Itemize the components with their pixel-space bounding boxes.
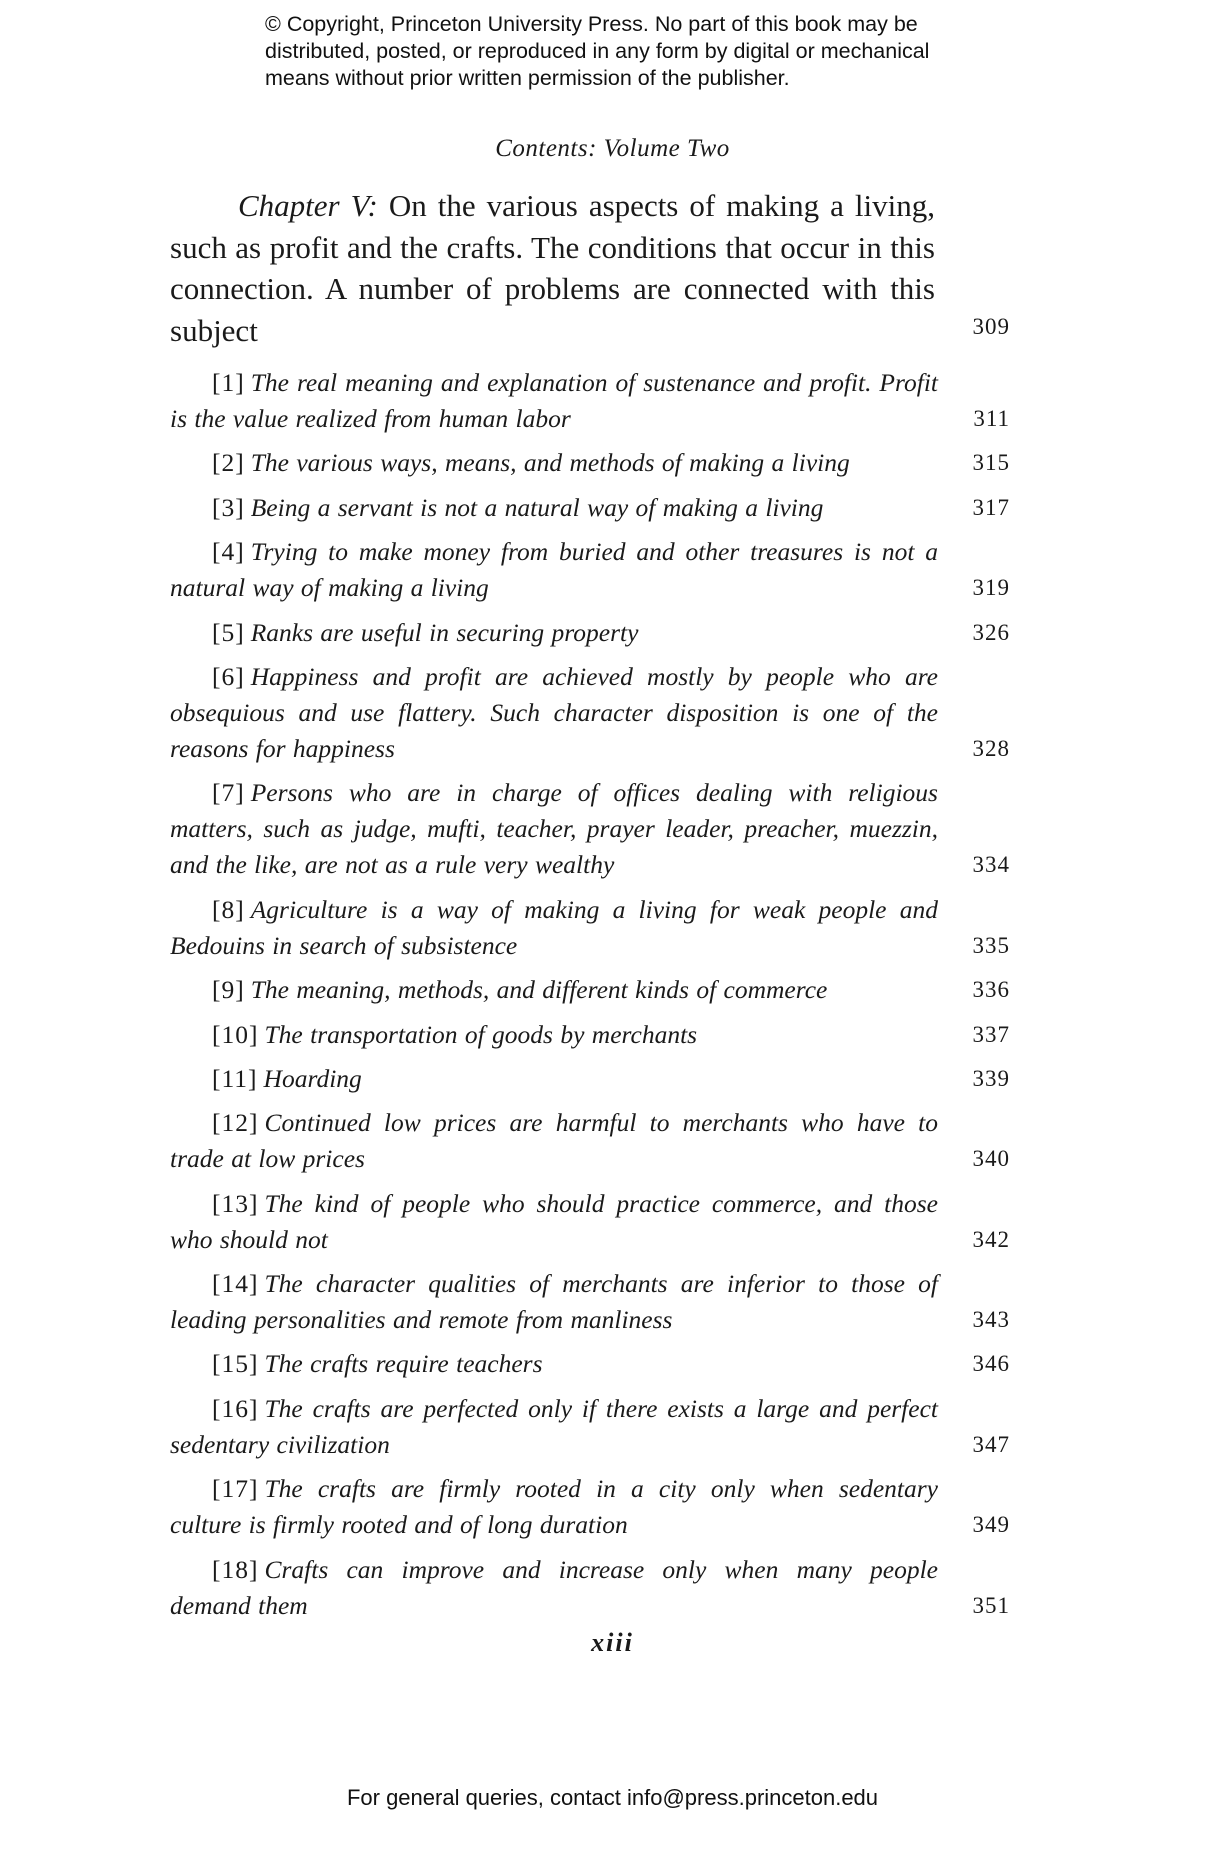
chapter-title: On the various aspects of making a living, such as profit and the crafts. The conditions that occur in this connection. A number of problems are connected with this subject [170,188,936,348]
entry-text [170,1471,938,1543]
entry-text [170,659,938,767]
entry-number: [9] [212,975,245,1005]
entry-number: [6] [212,661,245,691]
entry-title: The transportation of goods by merchants [264,1019,698,1049]
entry-number: [5] [212,617,245,647]
entry-number: [10] [212,1019,259,1049]
entry-number: [17] [212,1474,259,1504]
toc-entry [170,775,1010,883]
entry-title: The crafts require teachers [264,1349,543,1379]
entry-text [170,1346,938,1382]
toc-entry [170,1061,1010,1097]
entry-text [170,892,938,964]
chapter-page-number: 309 [972,313,1010,339]
toc-entry [170,1391,1010,1463]
entry-text [170,365,938,437]
entry-text [170,1186,938,1258]
entry-text [170,615,938,651]
entry-text [170,1266,938,1338]
entry-title: Continued low prices are harmful to merchants who have to trade at low prices [170,1108,938,1174]
toc-entry [170,1186,1010,1258]
entry-number: [11] [212,1063,258,1093]
toc-entry [170,972,1010,1008]
entry-title: The kind of people who should practice commerce, and those who should not [170,1188,938,1254]
chapter-heading [170,185,1010,351]
toc-entry [170,892,1010,964]
entry-number: [7] [212,778,245,808]
entry-title: Ranks are useful in securing property [250,617,639,647]
entry-page-number: 337 [972,1021,1010,1047]
entry-page-number: 340 [972,1146,1010,1172]
toc-entry [170,534,1010,606]
entry-title: The crafts are firmly rooted in a city only when sedentary culture is firmly rooted and of long duration [170,1474,938,1540]
entry-page-number: 319 [972,575,1010,601]
entry-page-number: 334 [972,852,1010,878]
footer-contact: For general queries, contact info@press.princeton.edu [346,1785,879,1810]
entry-page-number: 347 [972,1431,1010,1457]
toc-entry [170,1105,1010,1177]
entry-number: [12] [212,1108,259,1138]
entry-title: The real meaning and explanation of sustenance and profit. Profit is the value realized from human labor [170,368,938,433]
entry-title: The crafts are perfected only if there exists a large and perfect sedentary civilization [170,1393,938,1459]
entry-page-number: 311 [973,406,1010,431]
entry-page-number: 342 [972,1226,1010,1252]
entry-page-number: 326 [972,619,1010,645]
entry-number: [4] [212,537,245,567]
entry-title: Happiness and profit are achieved mostly by people who are obsequious and use flattery. Such character disposition is one of the reasons for happiness [170,661,938,763]
toc-entry [170,1017,1010,1053]
entry-text [170,972,938,1008]
entry-page-number: 349 [972,1512,1010,1538]
toc-entry [170,490,1010,526]
entry-page-number: 335 [972,932,1010,958]
entry-text [170,490,938,526]
entry-page-number: 351 [972,1592,1010,1618]
toc-entry [170,365,1010,437]
entry-text [170,534,938,606]
entry-page-number: 336 [972,977,1010,1003]
entry-text [170,775,938,883]
entry-title: Being a servant is not a natural way of making a living [250,492,824,522]
entry-title: The character qualities of merchants are inferior to those of leading personalities and remote from manliness [170,1269,938,1335]
entry-number: [3] [212,492,245,522]
toc-entry [170,615,1010,651]
entry-title: Agriculture is a way of making a living for weak people and Bedouins in search of subsistence [170,894,938,960]
entry-page-number: 317 [972,494,1010,520]
page-folio: xiii [591,1628,634,1657]
entry-text [170,1552,938,1624]
entry-title: Trying to make money from buried and other treasures is not a natural way of making a living [170,537,938,603]
chapter-text [170,185,935,351]
entry-page-number: 328 [972,735,1010,761]
entry-page-number: 339 [972,1065,1010,1091]
entry-title: Crafts can improve and increase only when many people demand them [170,1554,938,1620]
entry-title: Hoarding [263,1063,362,1093]
entry-text [170,1391,938,1463]
entry-page-number: 315 [972,450,1010,476]
chapter-label: Chapter V: [238,188,378,223]
entry-title: The meaning, methods, and different kinds of commerce [250,975,828,1005]
entry-text [170,1105,938,1177]
entry-text [170,445,938,481]
entry-number: [2] [212,448,245,478]
entry-title: Persons who are in charge of offices dealing with religious matters, such as judge, mufti, teacher, prayer leader, preacher, muezzin, and the like, are not as a rule very wealthy [170,778,938,880]
running-head: Contents: Volume Two [495,135,730,162]
entry-page-number: 343 [972,1307,1010,1333]
entry-number: [16] [212,1393,259,1423]
copyright-notice: © Copyright, Princeton University Press. No part of this book may be distributed, posted, or reproduced in any form by digital or mechanical means without prior written permission of the publisher. [265,12,930,90]
entry-text [170,1061,938,1097]
entry-number: [14] [212,1269,259,1299]
entry-number: [15] [212,1349,259,1379]
toc-entry [170,659,1010,767]
entry-number: [18] [212,1554,259,1584]
entry-number: [13] [212,1188,259,1218]
toc-entries [170,365,1010,1632]
entry-number: [8] [212,894,245,924]
entry-title: The various ways, means, and methods of making a living [250,448,850,478]
entry-text [170,1017,938,1053]
toc-entry [170,1346,1010,1382]
toc-entry [170,1266,1010,1338]
toc-entry [170,445,1010,481]
toc-entry [170,1552,1010,1624]
toc-entry [170,1471,1010,1543]
entry-number: [1] [212,368,245,397]
entry-page-number: 346 [972,1351,1010,1377]
